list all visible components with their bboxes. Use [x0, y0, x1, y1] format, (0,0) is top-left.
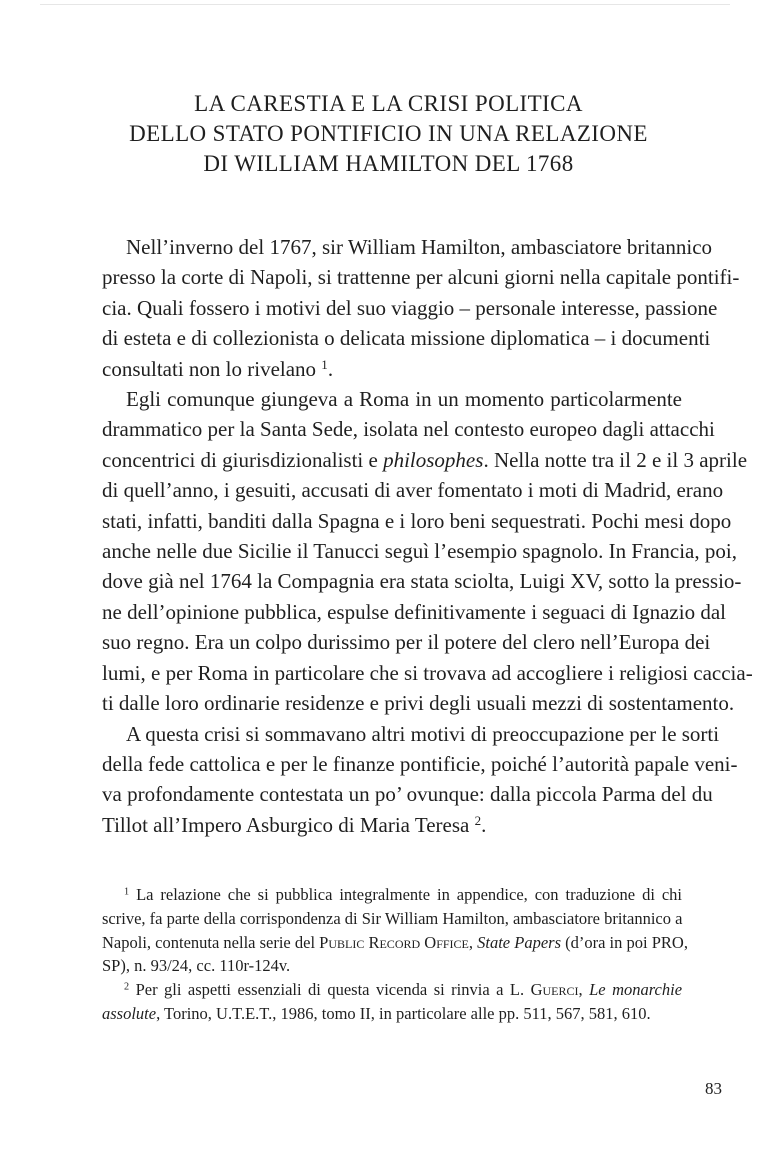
footnote-text: ,	[468, 932, 473, 952]
body-line	[102, 354, 682, 384]
body-line: anche nelle due Sicilie il Tanucci seguì l’esempio spagnolo. In Francia, poi,	[102, 539, 737, 564]
title-line-3: DI WILLIAM HAMILTON DEL 1768	[203, 151, 574, 176]
series-name: State Papers	[477, 932, 561, 952]
footnote-line	[102, 883, 682, 907]
body-line: ti dalle loro ordinarie residenze e privi degli usuali mezzi di sostentamento.	[102, 691, 735, 716]
body-line: di quell’anno, i gesuiti, accusati di aver fomentato i moti di Madrid, erano	[102, 478, 724, 503]
article-title	[0, 89, 777, 179]
page-number: 83	[705, 1079, 722, 1098]
body-line: di esteta e di collezionista o delicata missione diplomatica – i documenti	[102, 326, 711, 351]
paragraph-3	[102, 719, 738, 841]
footnote-text: (d’ora in poi PRO,	[565, 932, 688, 952]
body-line-text: consultati non lo rivelano	[102, 356, 317, 381]
main-body	[102, 232, 753, 840]
book-title: Le monarchie	[589, 980, 683, 1000]
author-name: Guerci	[530, 980, 579, 1000]
body-line: della fede cattolica e per le finanze pontificie, poiché l’autorità papale veni-	[102, 751, 738, 776]
footnote-ref-2[interactable]: 2	[474, 812, 482, 828]
archive-name: Public Record Office	[319, 932, 469, 952]
footnotes	[102, 883, 688, 1026]
footnote-mark-1: 1	[124, 886, 130, 898]
title-line-1: LA CARESTIA E LA CRISI POLITICA	[194, 91, 583, 116]
body-line: Egli comunque giungeva a Roma in un momento particolarmente	[126, 387, 682, 412]
body-line-text: . Nella notte tra il 2 e il 3 aprile	[483, 447, 748, 472]
body-line-text: concentrici di giurisdizionalisti e	[102, 447, 378, 472]
footnote-text: , Torino, U.T.E.T., 1986, tomo II, in particolare alle pp. 511, 567, 581, 610.	[156, 1003, 651, 1023]
body-line-end: .	[327, 356, 334, 381]
body-line: cia. Quali fossero i motivi del suo viaggio – personale interesse, passione	[102, 295, 718, 320]
footnote-line	[102, 1002, 682, 1026]
body-line: lumi, e per Roma in particolare che si trovava ad accogliere i religiosi caccia-	[102, 660, 753, 685]
footnote-text: La relazione che si pubblica integralmente in appendice, con traduzione di chi	[136, 885, 683, 904]
footnote-line	[102, 931, 688, 955]
title-line-2: DELLO STATO PONTIFICIO IN UNA RELAZIONE	[129, 121, 648, 146]
scan-edge-line	[40, 4, 730, 5]
body-line: stati, infatti, banditi dalla Spagna e i loro beni sequestrati. Pochi mesi dopo	[102, 508, 732, 533]
body-line: suo regno. Era un colpo durissimo per il potere del clero nell’Europa dei	[102, 630, 711, 655]
footnote-1	[102, 883, 688, 978]
body-line: A questa crisi si sommavano altri motivi di preoccupazione per le sorti	[126, 721, 720, 746]
body-line: dove già nel 1764 la Compagnia era stata sciolta, Luigi XV, sotto la pressio-	[102, 569, 742, 594]
footnote-text: Napoli, contenuta nella serie del	[102, 932, 316, 952]
body-line	[102, 445, 748, 475]
footnote-mark-2: 2	[124, 981, 130, 993]
paragraph-1	[102, 232, 740, 384]
italic-term: philosophes	[383, 447, 484, 472]
paragraph-2	[102, 384, 753, 718]
footnote-ref-1[interactable]: 1	[321, 356, 328, 372]
body-line-text: Tillot all’Impero Asburgico di Maria Teresa	[102, 812, 470, 837]
footnote-line: SP), n. 93/24, cc. 110r-124v.	[102, 956, 291, 976]
body-line	[102, 810, 682, 840]
footnote-text: Per gli aspetti essenziali di questa vicenda si rinvia a L.	[135, 980, 525, 1000]
body-line: ne dell’opinione pubblica, espulse definitivamente i seguaci di Ignazio dal	[102, 599, 726, 624]
body-line-end: .	[481, 812, 487, 837]
body-line: va profondamente contestata un po’ ovunque: dalla piccola Parma del du	[102, 782, 713, 807]
footnote-line	[102, 978, 682, 1002]
footnote-2	[102, 978, 682, 1026]
body-line: presso la corte di Napoli, si trattenne per alcuni giorni nella capitale pontifi-	[102, 265, 740, 290]
book-title-cont: assolute	[102, 1003, 157, 1023]
footnote-text: ,	[578, 980, 583, 1000]
footnote-line: scrive, fa parte della corrispondenza di Sir William Hamilton, ambasciatore britannico a	[102, 908, 683, 928]
body-line: Nell’inverno del 1767, sir William Hamilton, ambasciatore britannico	[126, 235, 713, 259]
body-line: drammatico per la Santa Sede, isolata nel contesto europeo dagli attacchi	[102, 417, 715, 442]
